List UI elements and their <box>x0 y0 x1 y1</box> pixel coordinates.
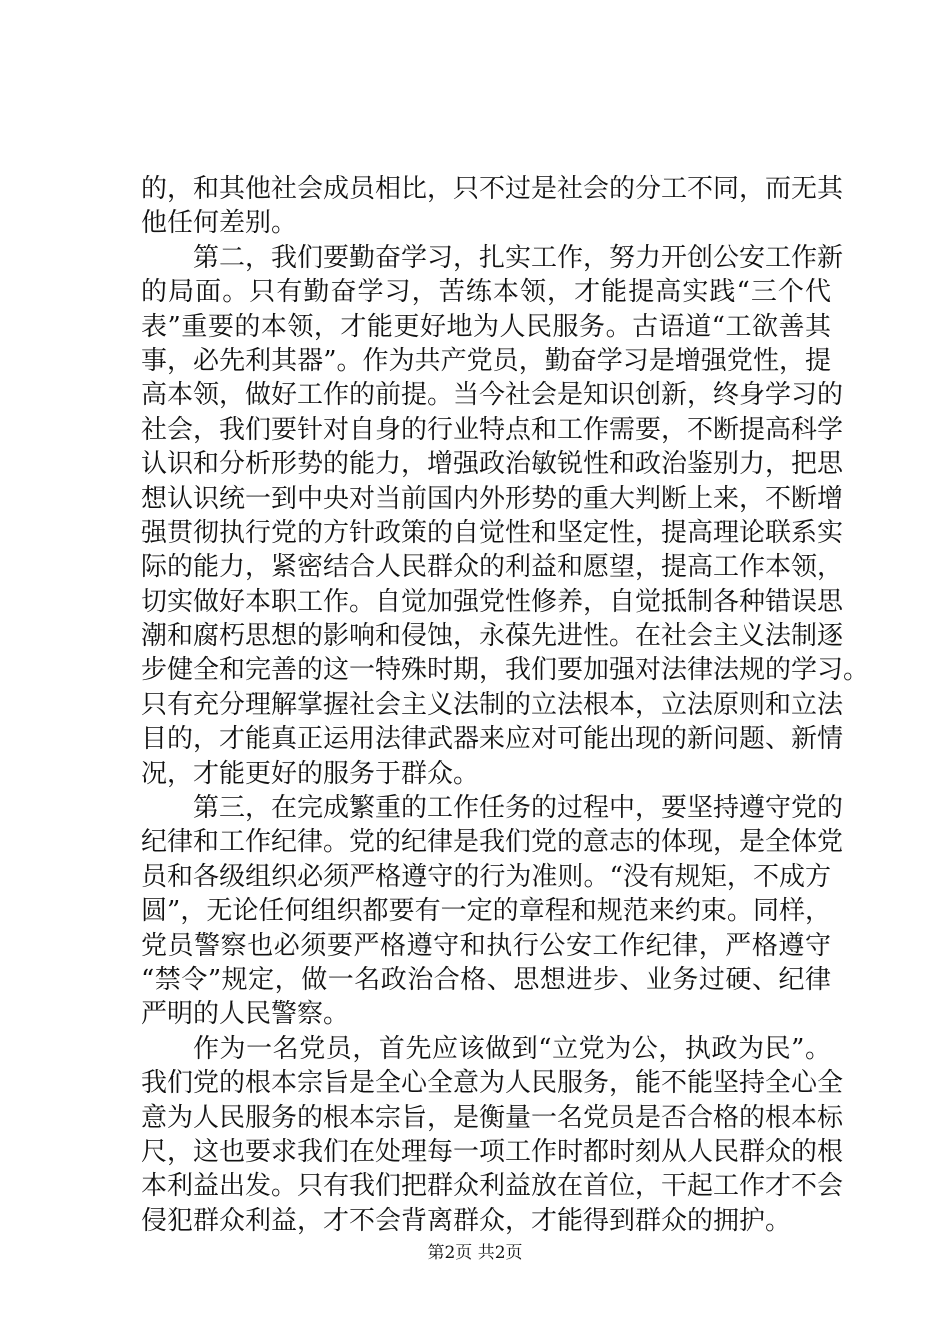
text-line: 员和各级组织必须严格遵守的行为准则。“没有规矩，不成方 <box>141 861 831 892</box>
text-line: 的局面。只有勤奋学习，苦练本领，才能提高实践“三个代 <box>141 277 831 308</box>
text-line: 认识和分析形势的能力，增强政治敏锐性和政治鉴别力，把思 <box>141 449 844 480</box>
page-number: 第2页 共2页 <box>427 1243 523 1263</box>
text-line: 圆”，无论任何组织都要有一定的章程和规范来约束。同样， <box>141 896 831 927</box>
text-line: “禁令”规定，做一名政治合格、思想进步、业务过硬、纪律 <box>141 964 831 995</box>
text-line: 目的，才能真正运用法律武器来应对可能出现的新问题、新情 <box>141 724 844 755</box>
paragraph <box>141 1032 844 1238</box>
text-line: 他任何差别。 <box>141 208 298 239</box>
text-line: 只有充分理解掌握社会主义法制的立法根本，立法原则和立法 <box>141 689 844 720</box>
text-line: 侵犯群众利益，才不会背离群众，才能得到群众的拥护。 <box>141 1205 792 1236</box>
text-line: 际的能力，紧密结合人民群众的利益和愿望，提高工作本领， <box>141 552 844 583</box>
text-line: 我们党的根本宗旨是全心全意为人民服务，能不能坚持全心全 <box>141 1068 844 1099</box>
text-line: 想认识统一到中央对当前国内外形势的重大判断上来，不断增 <box>141 483 844 514</box>
text-line: 作为一名党员，首先应该做到“立党为公，执政为民”。 <box>193 1033 831 1064</box>
text-line: 尺，这也要求我们在处理每一项工作时都时刻从人民群众的根 <box>141 1136 844 1167</box>
text-line: 强贯彻执行党的方针政策的自觉性和坚定性，提高理论联系实 <box>141 517 844 548</box>
text-line: 切实做好本职工作。自觉加强党性修养，自觉抵制各种错误思 <box>141 586 844 617</box>
text-line: 高本领，做好工作的前提。当今社会是知识创新，终身学习的 <box>141 380 844 411</box>
text-line: 事，必先利其器”。作为共产党员，勤奋学习是增强党性，提 <box>141 345 831 376</box>
text-line: 表”重要的本领，才能更好地为人民服务。古语道“工欲善其 <box>141 311 831 342</box>
text-line: 第三，在完成繁重的工作任务的过程中，要坚持遵守党的 <box>193 793 844 824</box>
text-line: 严明的人民警察。 <box>141 999 350 1030</box>
text-line: 党员警察也必须要严格遵守和执行公安工作纪律，严格遵守 <box>141 930 831 961</box>
text-line: 潮和腐朽思想的影响和侵蚀，永葆先进性。在社会主义法制逐 <box>141 621 844 652</box>
paragraph <box>141 172 844 241</box>
paragraph <box>141 241 870 791</box>
page-footer <box>0 1242 950 1264</box>
text-line: 况，才能更好的服务于群众。 <box>141 758 480 789</box>
document-body <box>141 172 870 1238</box>
text-line: 的，和其他社会成员相比，只不过是社会的分工不同，而无其 <box>141 174 844 204</box>
text-line: 步健全和完善的这一特殊时期，我们要加强对法律法规的学习。 <box>141 655 870 686</box>
paragraph <box>141 791 844 1032</box>
text-line: 本利益出发。只有我们把群众利益放在首位，干起工作才不会 <box>141 1171 844 1202</box>
text-line: 第二，我们要勤奋学习，扎实工作，努力开创公安工作新 <box>193 242 844 273</box>
text-line: 纪律和工作纪律。党的纪律是我们党的意志的体现，是全体党 <box>141 827 844 858</box>
text-line: 社会，我们要针对自身的行业特点和工作需要，不断提高科学 <box>141 414 844 445</box>
text-line: 意为人民服务的根本宗旨，是衡量一名党员是否合格的根本标 <box>141 1102 844 1133</box>
